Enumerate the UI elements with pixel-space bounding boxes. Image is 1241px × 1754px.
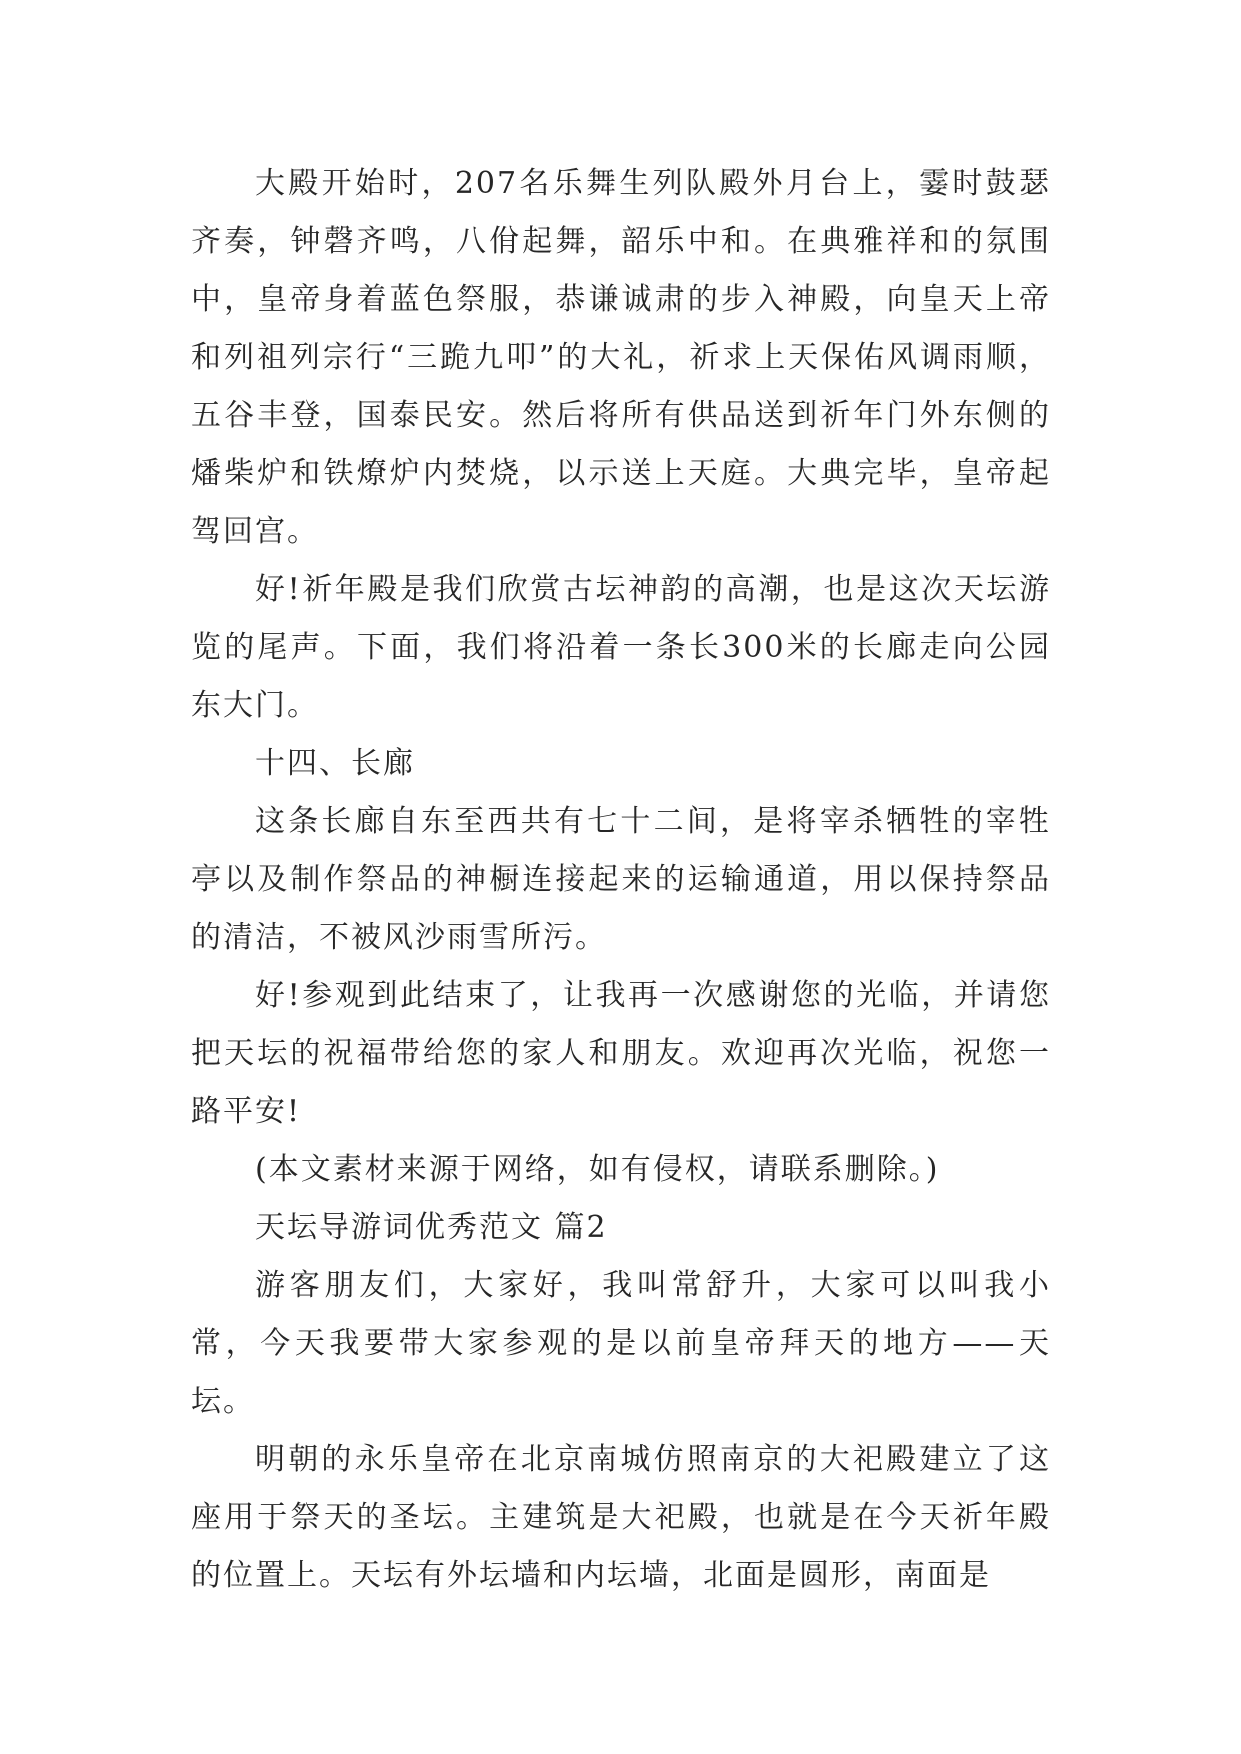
section-heading-corridor: 十四、长廊 [255,746,415,781]
document-body [191,155,1051,1605]
article-title-part-2: 天坛导游词优秀范文 篇2 [255,1210,608,1245]
paragraph-copyright-note: (本文素材来源于网络，如有侵权，请联系删除。) [255,1152,940,1187]
paragraph-corridor: 这条长廊自东至西共有七十二间，是将宰杀牺牲的宰牲亭以及制作祭品的神橱连接起来的运输通道，用以保持祭品的清洁，不被风沙雨雪所污。 [191,804,1051,955]
paragraph-ceremony: 大殿开始时，207名乐舞生列队殿外月台上，霎时鼓瑟齐奏，钟磬齐鸣，八佾起舞，韶乐中和。在典雅祥和的氛围中，皇帝身着蓝色祭服，恭谦诚肃的步入神殿，向皇天上帝和列祖列宗行“三跪九叩”的大礼，祈求上天保佑风调雨顺，五谷丰登，国泰民安。然后将所有供品送到祈年门外东侧的燔柴炉和铁燎炉内焚烧，以示送上天庭。大典完毕，皇帝起驾回宫。 [191,166,1051,549]
paragraph-greeting: 游客朋友们，大家好，我叫常舒升，大家可以叫我小常，今天我要带大家参观的是以前皇帝拜天的地方——天坛。 [191,1268,1051,1419]
paragraph-qinian-hall: 好!祈年殿是我们欣赏古坛神韵的高潮，也是这次天坛游览的尾声。下面，我们将沿着一条长300米的长廊走向公园东大门。 [191,572,1051,723]
paragraph-history: 明朝的永乐皇帝在北京南城仿照南京的大祀殿建立了这座用于祭天的圣坛。主建筑是大祀殿，也就是在今天祈年殿的位置上。天坛有外坛墙和内坛墙，北面是圆形，南面是 [191,1442,1051,1593]
paragraph-farewell: 好!参观到此结束了，让我再一次感谢您的光临，并请您把天坛的祝福带给您的家人和朋友。欢迎再次光临，祝您一路平安! [191,978,1051,1129]
